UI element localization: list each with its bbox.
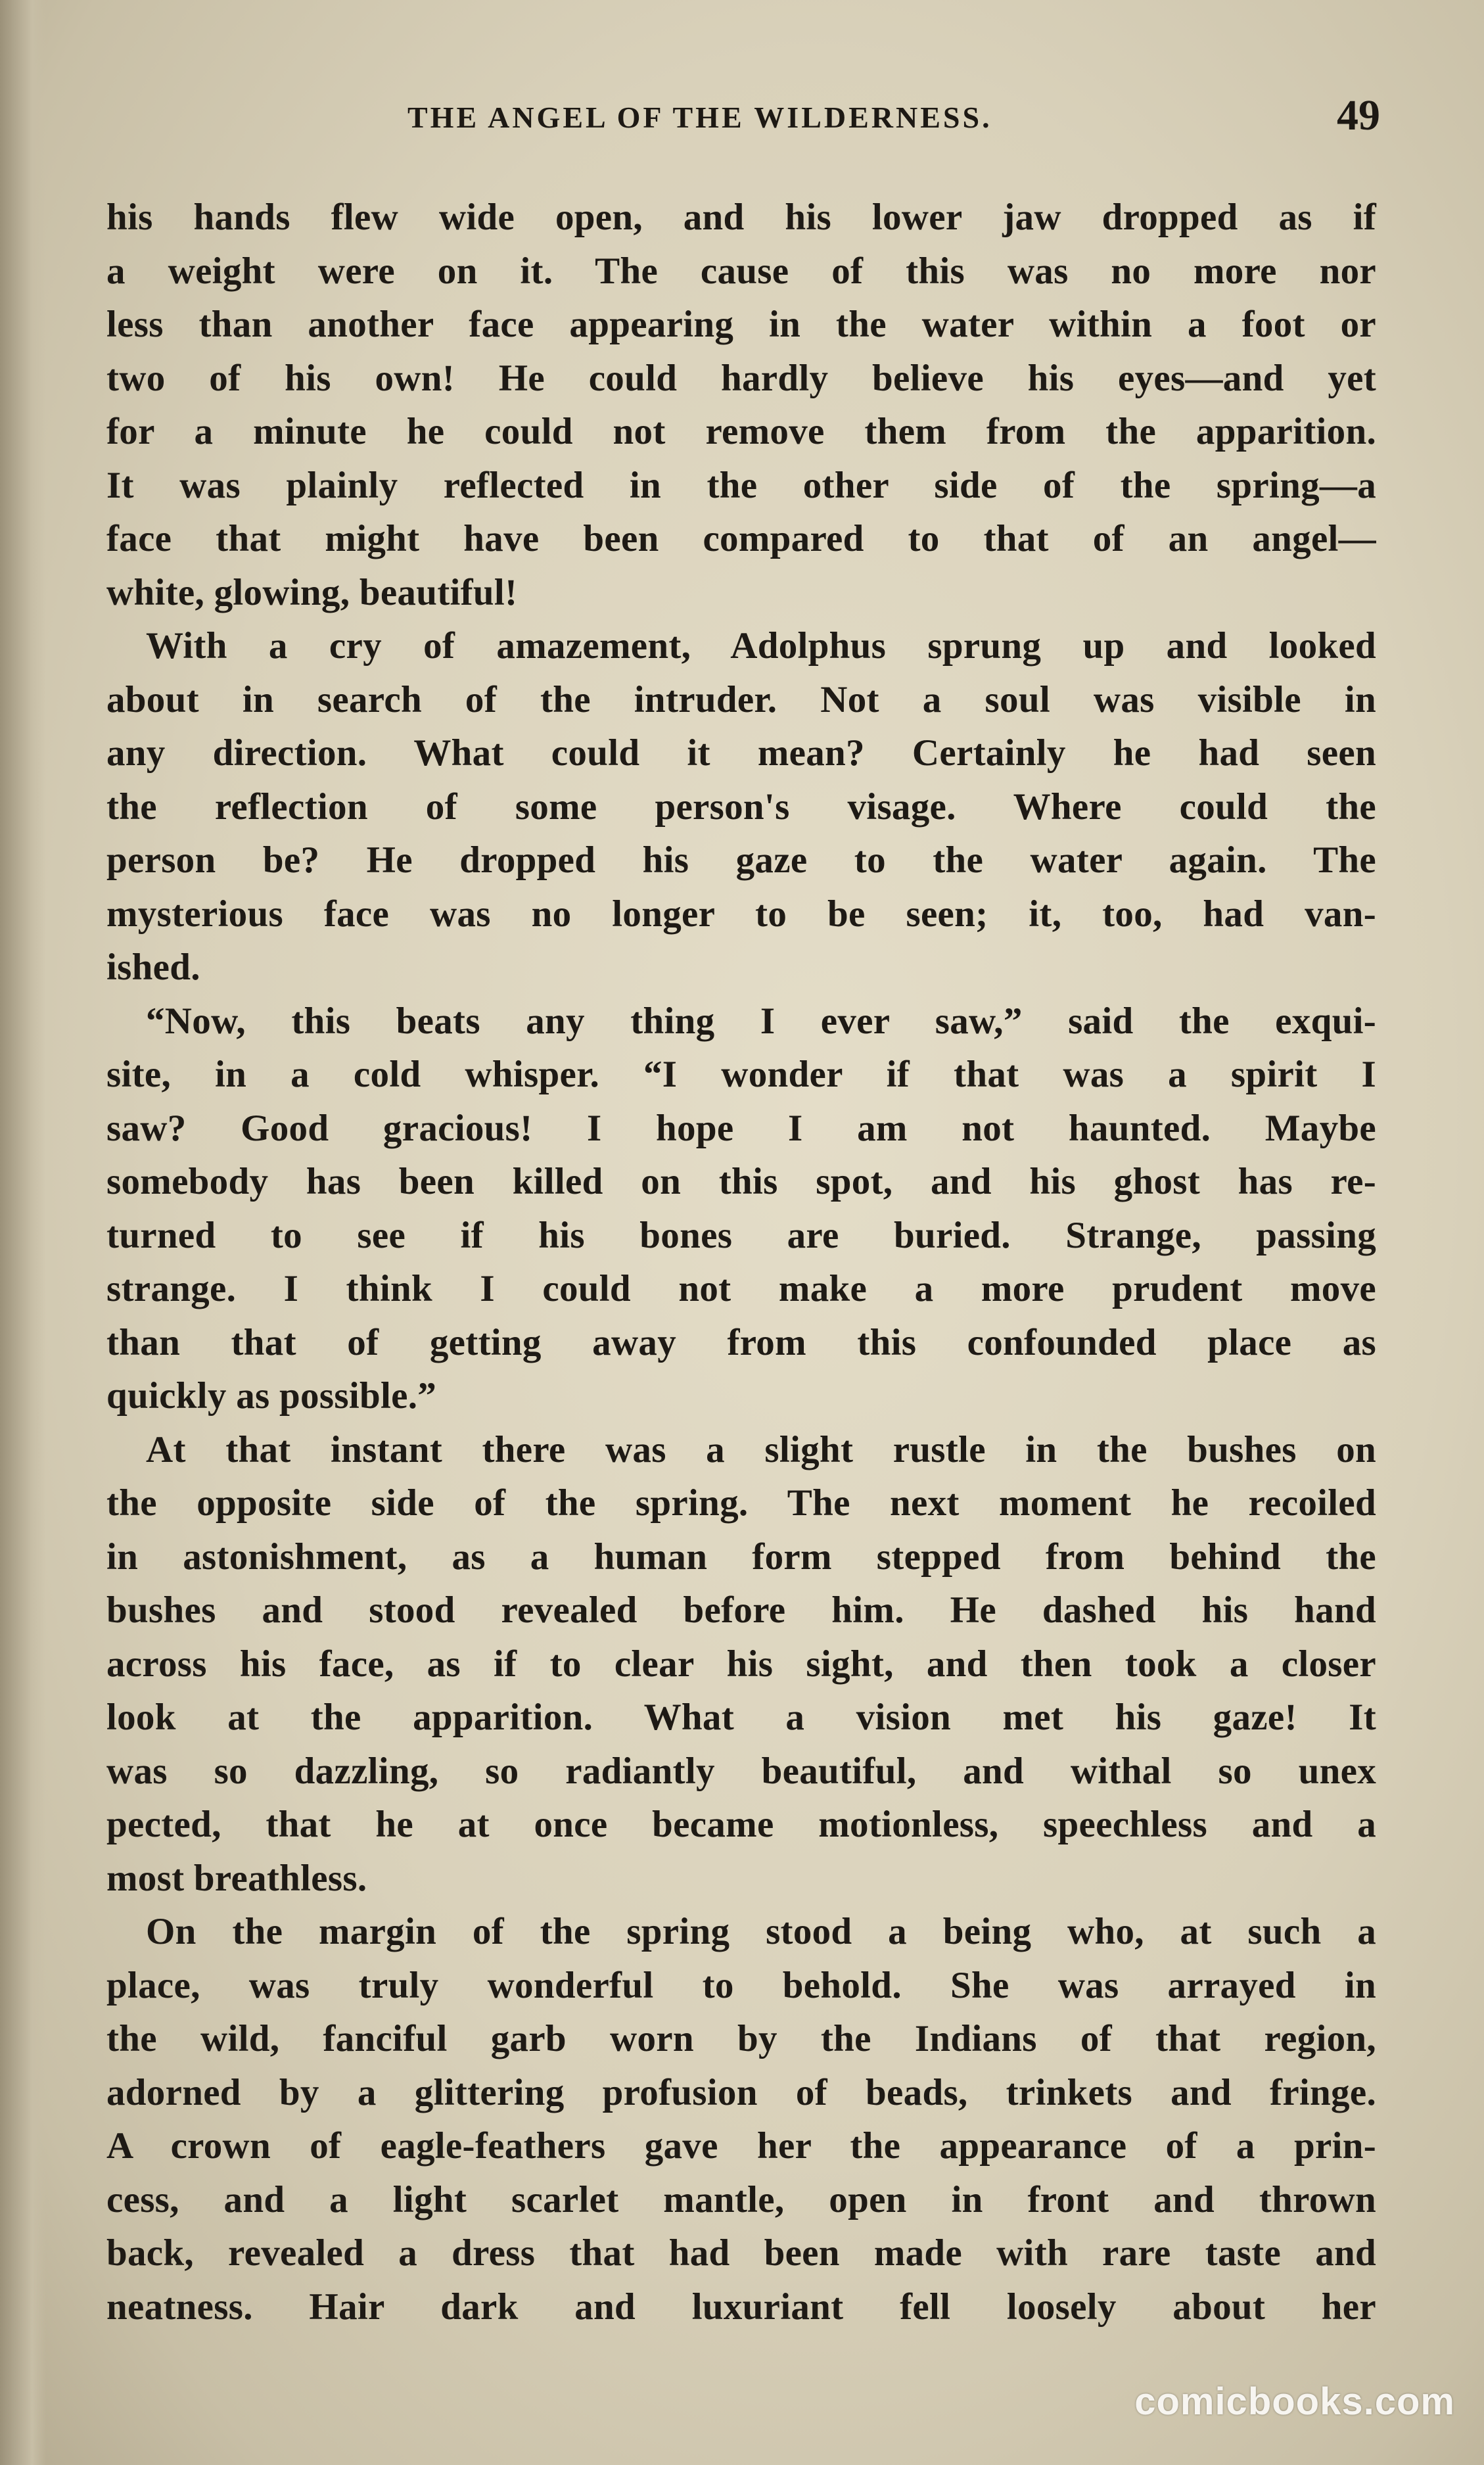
text-line: “Now, this beats any thing I ever saw,” said the exqui- (146, 1000, 1376, 1042)
text-line: two of his own! He could hardly believe his eyes—and yet (106, 357, 1376, 399)
text-line: than that of getting away from this confounded place as (106, 1321, 1376, 1363)
text-line: cess, and a light scarlet mantle, open in front and thrown (106, 2178, 1376, 2220)
text-line: place, was truly wonderful to behold. She was arrayed in (106, 1964, 1376, 2006)
text-line: the wild, fanciful garb worn by the Indians of that region, (106, 2018, 1376, 2059)
text-line: site, in a cold whisper. “I wonder if that was a spirit I (106, 1054, 1376, 1095)
text-line: adorned by a glittering profusion of beads, trinkets and fringe. (106, 2071, 1376, 2113)
page-edge-shadow (0, 0, 46, 2465)
text-line: bushes and stood revealed before him. He dashed his hand (106, 1589, 1376, 1631)
text-line: was so dazzling, so radiantly beautiful, and withal so unex (106, 1750, 1376, 1792)
text-line: his hands flew wide open, and his lower jaw dropped as if (106, 197, 1376, 238)
text-line: the reflection of some person's visage. Where could the (106, 786, 1376, 828)
text-line: On the margin of the spring stood a being who, at such a (146, 1911, 1376, 1952)
text-line: mysterious face was no longer to be seen; it, too, had van- (106, 893, 1376, 935)
text-line: less than another face appearing in the water within a foot or (106, 304, 1376, 345)
text-line: At that instant there was a slight rustle in the bushes on (146, 1428, 1376, 1470)
text-line: A crown of eagle-feathers gave her the appearance of a prin- (106, 2125, 1376, 2167)
text-line: neatness. Hair dark and luxuriant fell loosely about her (106, 2286, 1376, 2328)
text-line: a weight were on it. The cause of this was no more nor (106, 250, 1376, 292)
text-line: for a minute he could not remove them from the apparition. (106, 411, 1376, 452)
text-line: in astonishment, as a human form stepped from behind the (106, 1536, 1376, 1578)
text-line: back, revealed a dress that had been made with rare taste and (106, 2232, 1376, 2274)
text-line: face that might have been compared to that of an angel— (106, 518, 1376, 559)
text-line: the opposite side of the spring. The next moment he recoiled (106, 1482, 1376, 1524)
text-line: somebody has been killed on this spot, and his ghost has re- (106, 1161, 1376, 1202)
text-line: ished. (106, 947, 200, 988)
text-line: about in search of the intruder. Not a soul was visible in (106, 678, 1376, 720)
text-line: person be? He dropped his gaze to the water again. The (106, 839, 1376, 881)
running-title: THE ANGEL OF THE WILDERNESS. (407, 101, 992, 134)
running-head (407, 91, 1380, 143)
text-line: look at the apparition. What a vision met his gaze! It (106, 1697, 1376, 1738)
text-line: quickly as possible.” (106, 1375, 437, 1417)
body-text (106, 191, 1376, 2328)
text-line: It was plainly reflected in the other side of the spring—a (106, 464, 1376, 506)
text-line: turned to see if his bones are buried. Strange, passing (106, 1214, 1376, 1256)
text-line: across his face, as if to clear his sight, and then took a closer (106, 1643, 1376, 1685)
text-line: With a cry of amazement, Adolphus sprung up and looked (146, 625, 1376, 667)
text-line: pected, that he at once became motionless, speechless and a (106, 1804, 1376, 1845)
text-line: any direction. What could it mean? Certainly he had seen (106, 732, 1376, 774)
watermark: comicbooks.com (1134, 2380, 1455, 2423)
text-line: most breathless. (106, 1857, 367, 1899)
text-line: saw? Good gracious! I hope I am not haunted. Maybe (106, 1107, 1376, 1149)
text-line: strange. I think I could not make a more prudent move (106, 1268, 1376, 1309)
page-number: 49 (1337, 91, 1380, 139)
text-line: white, glowing, beautiful! (106, 571, 518, 613)
